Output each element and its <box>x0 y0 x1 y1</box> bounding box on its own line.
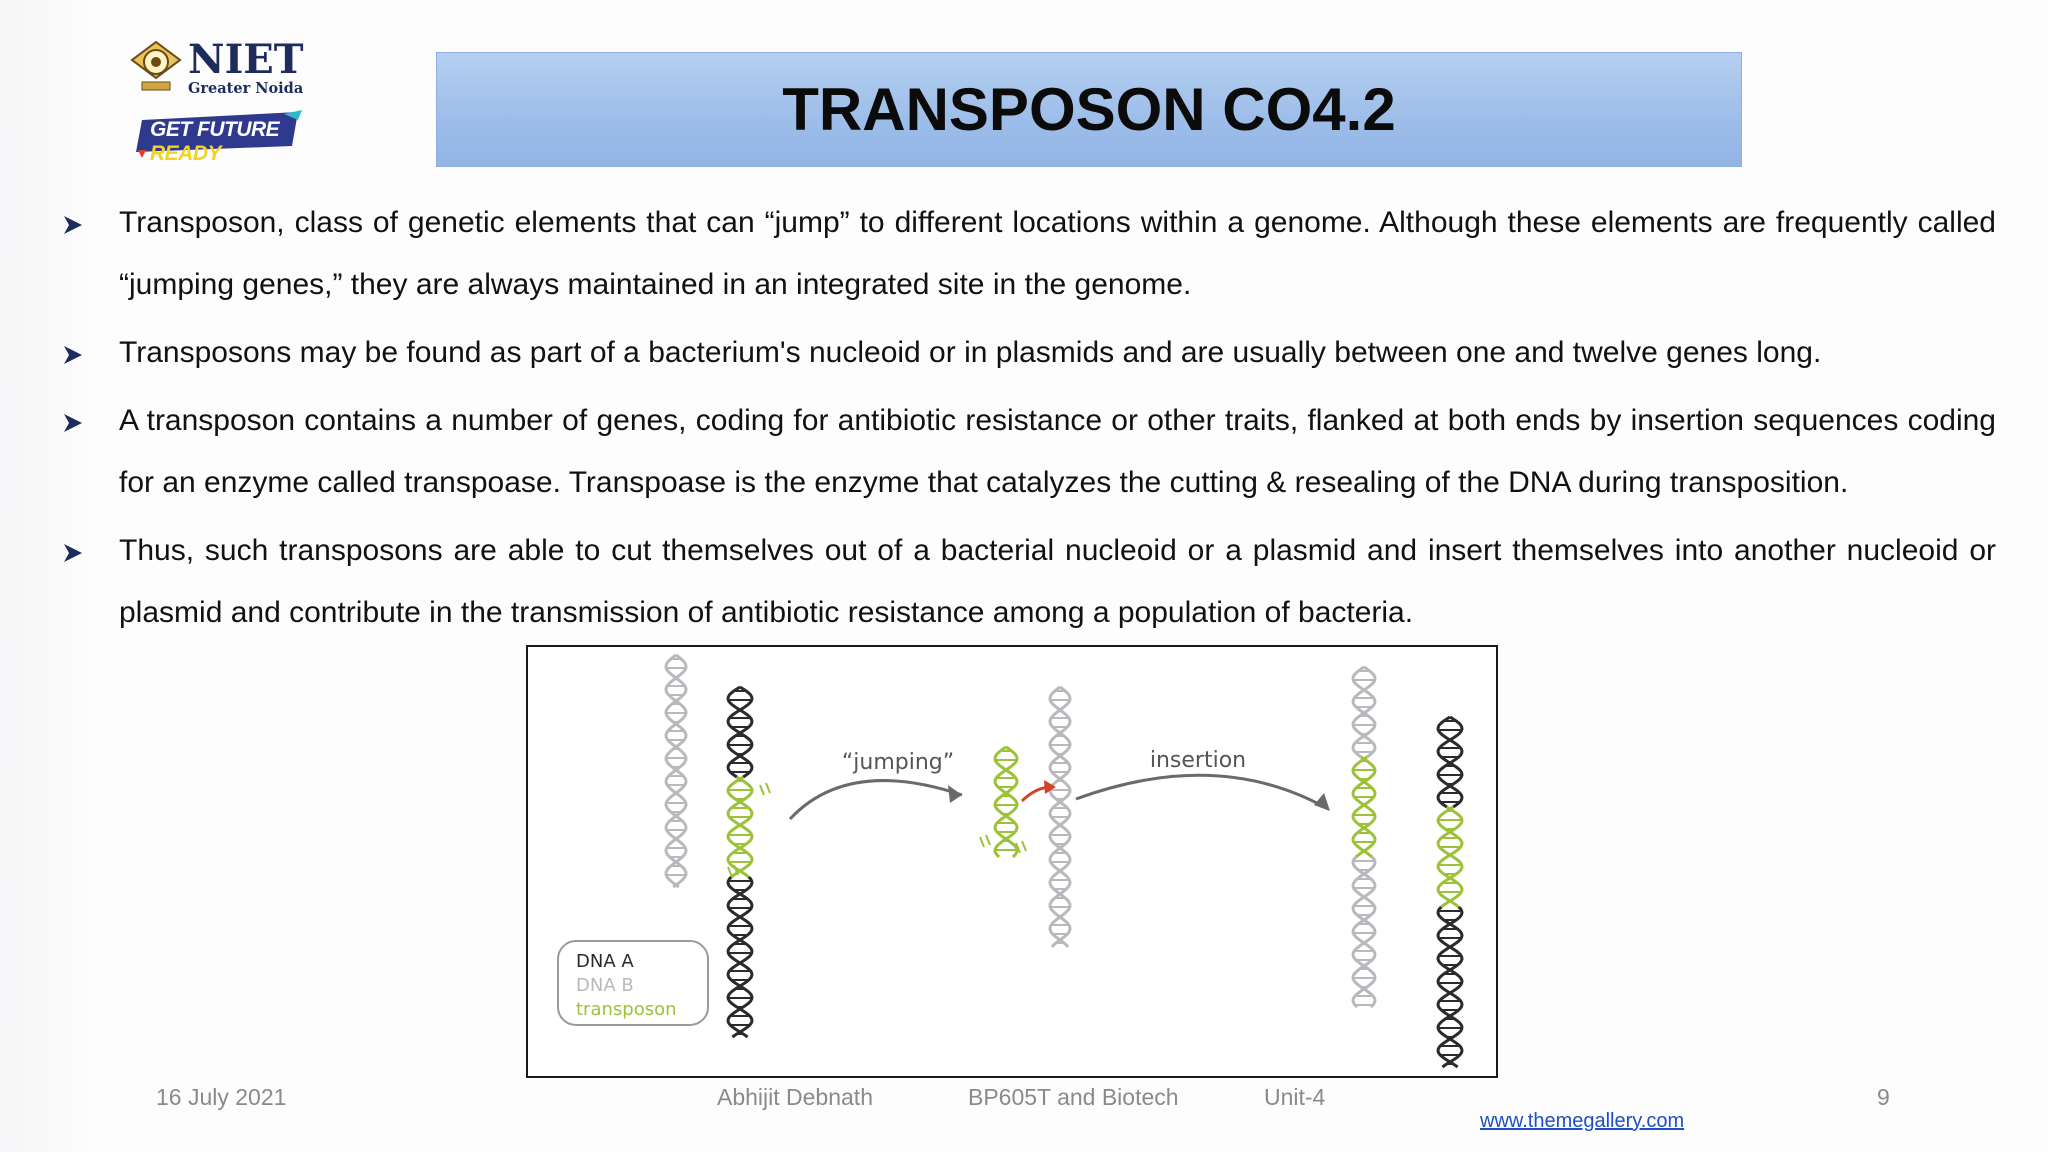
arrow-bullet-icon <box>62 344 84 366</box>
footer-unit: Unit-4 <box>1264 1084 1326 1110</box>
legend-dna-b: DNA B <box>576 975 634 996</box>
dna-b-helix-middle <box>1050 687 1070 947</box>
dna-helices <box>666 655 1462 1067</box>
logo-header <box>128 38 308 98</box>
logo-location: Greater Noida <box>188 80 304 97</box>
dna-b-helix-left <box>666 655 686 887</box>
logo-name: NIET <box>188 36 304 83</box>
arrow-bullet-icon <box>62 412 84 434</box>
title-banner <box>436 52 1742 167</box>
footer-date: 16 July 2021 <box>156 1084 287 1110</box>
ribbon-label <box>150 118 304 166</box>
dna-a-helix-right <box>1438 717 1462 1067</box>
footer-course: BP605T and Biotech <box>968 1084 1179 1110</box>
jumping-arrow <box>790 781 962 819</box>
free-transposon-helix <box>995 747 1017 857</box>
bullet-item <box>62 192 1996 316</box>
bullet-text: Transposon, class of genetic elements that can “jump” to different locations within a genome. Although these elements are frequently called “jumping genes,” they are always maintained in an integrated site in the genome. <box>119 206 1996 301</box>
insertion-arrow <box>1076 775 1328 809</box>
ribbon-part2: READY <box>150 142 222 165</box>
figure-canvas <box>528 647 1498 1078</box>
footer-author: Abhijit Debnath <box>717 1084 873 1110</box>
legend-dna-a: DNA A <box>576 951 634 972</box>
footer-page-number: 9 <box>1877 1084 1890 1110</box>
footer-link[interactable]: www.themegallery.com <box>1480 1110 1685 1132</box>
slide-title: TRANSPOSON CO4.2 <box>782 76 1396 143</box>
motion-marks <box>728 783 1026 877</box>
bullet-text: Thus, such transposons are able to cut themselves out of a bacterial nucleoid or a plasmid and insert themselves into another nucleoid or plasmid and contribute in the transmission of antibiotic resistance among a population of bacteria. <box>119 534 1996 629</box>
bullet-item <box>62 390 1996 514</box>
arrow-bullet-icon <box>62 214 84 236</box>
transposon-figure <box>526 645 1498 1078</box>
dna-a-helix-with-transposon <box>728 687 752 1037</box>
label-jumping: “jumping” <box>841 750 955 775</box>
bullet-list <box>62 192 1996 650</box>
niet-logo <box>128 38 308 164</box>
legend-transposon: transposon <box>576 999 677 1020</box>
bullet-text: A transposon contains a number of genes, coding for antibiotic resistance or other traits, flanked at both ends by insertion sequences coding for an enzyme called transpoase. Transpoase is the enzyme that catalyzes the cutting & resealing of the DNA during transposition. <box>119 404 1996 499</box>
bullet-text: Transposons may be found as part of a bacterium's nucleoid or in plasmids and are usually between one and twelve genes long. <box>119 336 1822 369</box>
ribbon-part1: GET FUTURE <box>150 118 280 141</box>
label-insertion: insertion <box>1149 748 1247 773</box>
logo-ribbon <box>134 110 304 165</box>
bullet-item <box>62 520 1996 644</box>
dna-b-helix-inserted <box>1353 667 1375 1007</box>
jumping-arrowhead <box>948 785 962 803</box>
bullet-item <box>62 322 1996 384</box>
arrow-bullet-icon <box>62 542 84 564</box>
crest-icon <box>128 38 184 98</box>
